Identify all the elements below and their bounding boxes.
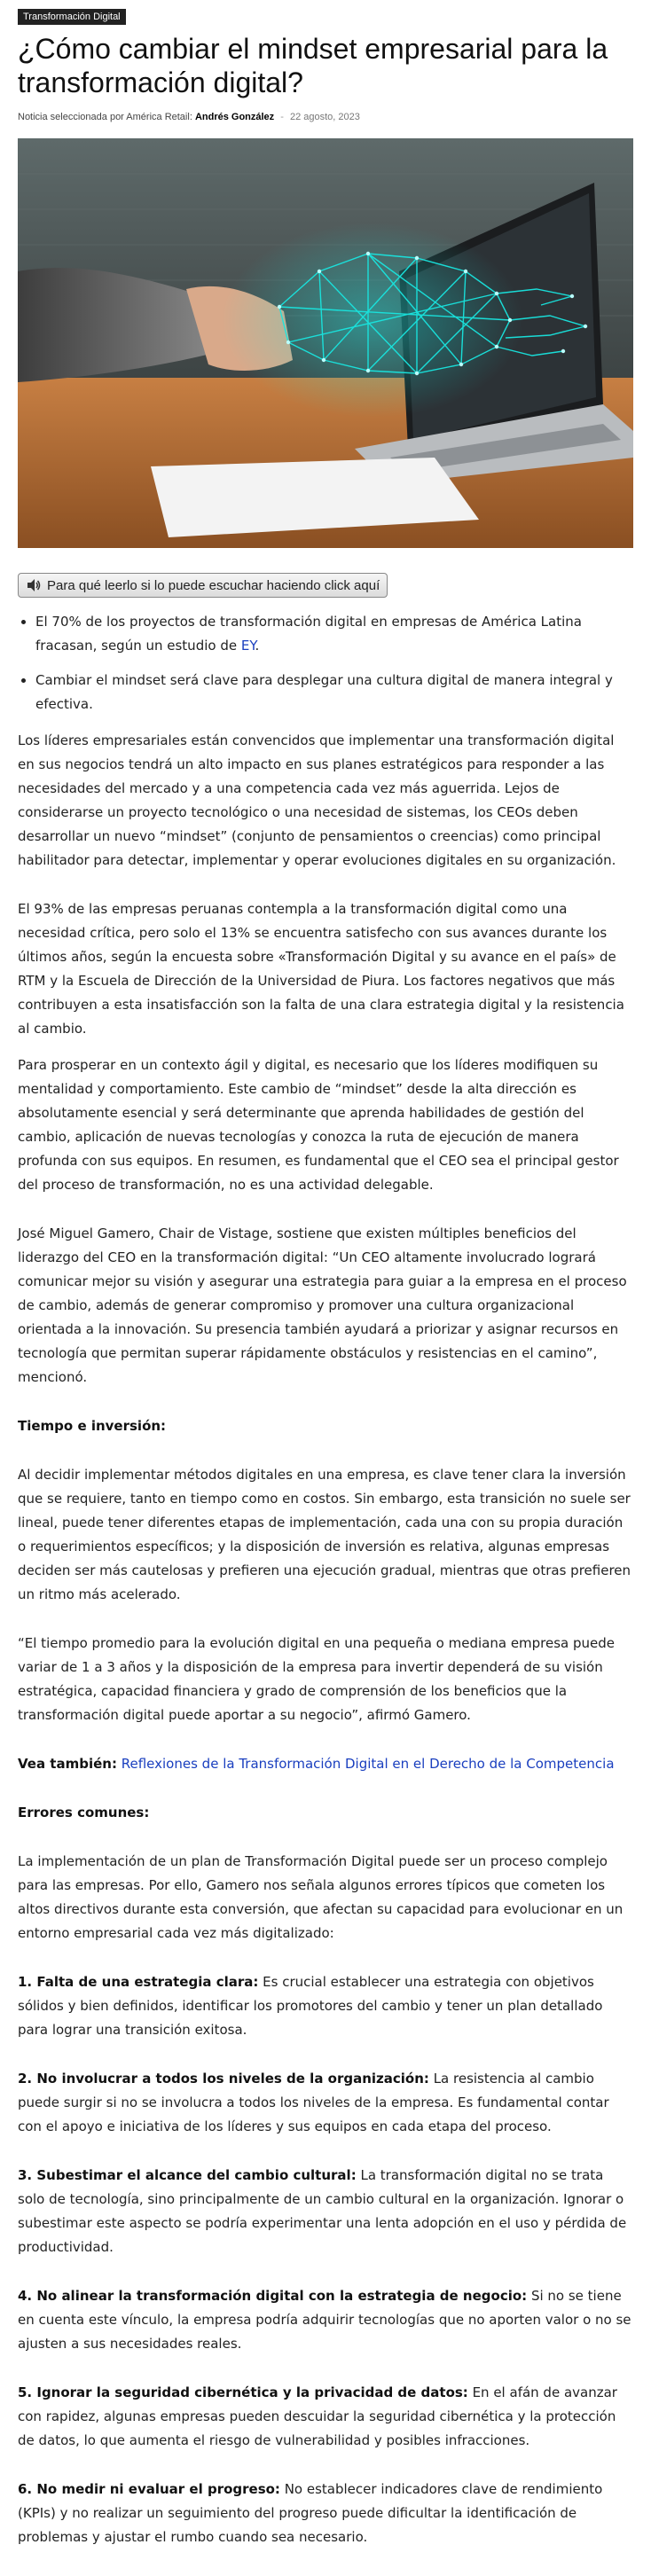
- paragraph: La implementación de un plan de Transformación Digital puede ser un proceso complejo para las empresas. Por ello, Gamero nos señala algunos errores típicos que cometen los altos directivos durante esta conversión, que afectan su capacidad para evolucionar en un entorno empresarial cada vez más digitalizado:: [18, 1853, 624, 1941]
- error-item: [18, 2164, 633, 2259]
- summary-bullets: [18, 610, 633, 716]
- error-title: 1. Falta de una estrategia clara:: [18, 1974, 259, 1990]
- error-text: La transformación digital no se trata solo de tecnología, sino principalmente de un cambio cultural en la organización. Ignorar o subestimar este aspecto se podría experimentar una lenta adopción en el uso y pérdida de productividad.: [18, 2167, 627, 2255]
- error-item: [18, 2067, 633, 2139]
- speaker-icon: [26, 577, 42, 593]
- error-text: Es crucial establecer una estrategia con objetivos sólidos y bien definidos, identificar los promotores del cambio y tener un plan detallado para lograr una transición exitosa.: [18, 1974, 603, 2038]
- see-also-label: Vea también:: [18, 1756, 117, 1772]
- error-item: [18, 2381, 633, 2453]
- paragraph: “El tiempo promedio para la evolución digital en una pequeña o mediana empresa puede variar de 1 a 3 años y la disposición de la empresa para invertir dependerá de su visión estratégica, capacidad financiera y grado de comprensión de los beneficios que la transformación digital puede aportar a su negocio”, afirmó Gamero.: [18, 1635, 616, 1723]
- hero-image: [18, 138, 633, 548]
- see-also: [18, 1752, 633, 1776]
- error-title: 5. Ignorar la seguridad cibernética y la privacidad de datos:: [18, 2384, 468, 2400]
- ey-link[interactable]: EY: [240, 638, 255, 654]
- error-text: Si no se tiene en cuenta este vínculo, la empresa podría adquirir tecnologías que no aporten valor o no se ajusten a sus necesidades reales.: [18, 2288, 631, 2352]
- hero-illustration: [18, 138, 633, 548]
- error-item: [18, 2284, 633, 2356]
- paragraph: José Miguel Gamero, Chair de Vistage, sostiene que existen múltiples beneficios del liderazgo del CEO en la transformación digital: “Un CEO altamente involucrado logrará comunicar mejor su visión y asegurar una estrategia para guiar a la empresa en el proceso de cambio, además de generar compromiso y promover una cultura organizacional orientada a la innovación. Su presencia también ayudará a priorizar y asignar recursos en tecnología que permitan superar rápidamente obstáculos y resistencias en el camino”, mencionó.: [18, 1225, 627, 1385]
- paragraph: Los líderes empresariales están convencidos que implementar una transformación digital en sus negocios tendrá un alto impacto en sus planes estratégicos para responder a las necesidades del mercado y a una competencia cada vez más aguerrida. Lejos de considerarse un proyecto tecnológico o una necesidad de sistemas, los CEOs deben desarrollar un nuevo “mindset” (conjunto de pensamientos o creencias) como principal habilitador para detectar, implementar y operar evoluciones digitales en su organización.: [18, 732, 616, 868]
- error-title: 3. Subestimar el alcance del cambio cultural:: [18, 2167, 357, 2183]
- error-text: No establecer indicadores clave de rendimiento (KPIs) y no realizar un seguimiento del progreso puede dificultar la identificación de problemas y ajustar el rumbo cuando sea necesario.: [18, 2481, 603, 2545]
- paragraph: El 93% de las empresas peruanas contempla a la transformación digital como una necesidad crítica, pero solo el 13% se encuentra satisfecho con sus avances durante los últimos años, según la encuesta sobre «Transformación Digital y su avance en el país» de RTM y la Escuela de Dirección de la Universidad de Piura. Los factores negativos que más contribuyen a esta insatisfacción son la falta de una clara estrategia digital y la resistencia al cambio.: [18, 901, 624, 1037]
- paragraph: Para prosperar en un contexto ágil y digital, es necesario que los líderes modifiquen su mentalidad y comportamiento. Este cambio de “mindset” desde la alta dirección es absolutamente esencial y será determinante que aprenda habilidades de gestión del cambio, aplicación de nuevas tecnologías y conozca la ruta de ejecución de manera profunda con sus equipos. En resumen, es fundamental que el CEO sea el principal gestor del proceso de transformación, no es una actividad delegable.: [18, 1057, 619, 1193]
- meta-source: Noticia seleccionada por América Retail:: [18, 112, 192, 122]
- paragraph: Al decidir implementar métodos digitales en una empresa, es clave tener clara la inversión que se requiere, tanto en tiempo como en costos. Sin embargo, esta transición no suele ser lineal, puede tener diferentes etapas de implementación, cada una con su propia duración o requerimientos específicos; y la disposición de inversión es relativa, algunas empresas deciden ser más cautelosas y prefieren una ejecución gradual, mientras que otras prefieren un ritmo más acelerado.: [18, 1467, 631, 1602]
- meta-author[interactable]: Andrés González: [194, 112, 275, 122]
- list-item: [35, 610, 633, 658]
- error-text: La resistencia al cambio puede surgir si no se involucra a todos los niveles de la empresa. Es fundamental contar con el apoyo e iniciativa de los líderes y sus equipos en cada etapa del proceso.: [18, 2071, 609, 2134]
- listen-audio-label: Para qué leerlo si lo puede escuchar haciendo click aquí: [47, 577, 380, 593]
- section-heading-tiempo: Tiempo e inversión:: [18, 1418, 167, 1434]
- errors-list: [18, 1970, 633, 2549]
- article-meta: [18, 112, 633, 122]
- error-title: 2. No involucrar a todos los niveles de la organización:: [18, 2071, 429, 2087]
- error-text: En el afán de avanzar con rapidez, algunas empresas pueden descuidar la seguridad cibernética y la protección de datos, lo que aumenta el riesgo de vulnerabilidad y posibles infracciones.: [18, 2384, 617, 2448]
- listen-audio-button[interactable]: [18, 573, 388, 598]
- section-heading-errores: Errores comunes:: [18, 1805, 150, 1820]
- bullet-suffix: .: [255, 638, 260, 654]
- list-item: [35, 669, 633, 716]
- error-title: 4. No alinear la transformación digital con la estrategia de negocio:: [18, 2288, 528, 2304]
- meta-date: 22 agosto, 2023: [289, 112, 360, 122]
- see-also-link[interactable]: Reflexiones de la Transformación Digital en el Derecho de la Competencia: [121, 1756, 615, 1772]
- bullet-text: El 70% de los proyectos de transformación digital en empresas de América Latina fracasan, según un estudio de: [35, 614, 582, 654]
- category-badge[interactable]: Transformación Digital: [18, 9, 126, 25]
- page-title: ¿Cómo cambiar el mindset empresarial para la transformación digital?: [18, 33, 608, 98]
- bullet-text: Cambiar el mindset será clave para desplegar una cultura digital de manera integral y efectiva.: [35, 672, 613, 712]
- error-item: [18, 1970, 633, 2042]
- error-title: 6. No medir ni evaluar el progreso:: [18, 2481, 280, 2497]
- error-item: [18, 2478, 633, 2549]
- meta-separator: -: [280, 112, 284, 122]
